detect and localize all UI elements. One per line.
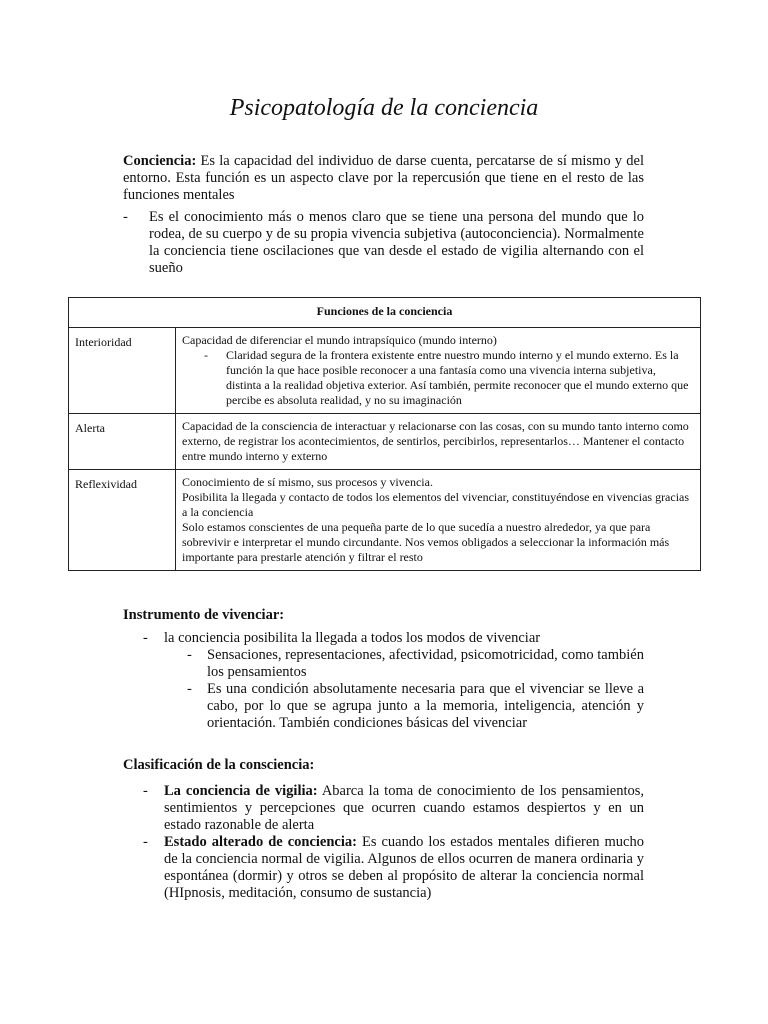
table-header: Funciones de la conciencia xyxy=(69,298,701,328)
dash-marker: - xyxy=(123,209,128,225)
clasificacion-item-text: Es cuando los estados mentales difieren mucho de la conciencia normal de vigilia. Algunos de ellos ocurren de manera ordinaria y espontánea (dormir) y otros se deben al propósito de alterar la conciencia normal (HIpnosis, meditación, consumo de sustancia) xyxy=(164,834,644,901)
row-text: Conocimiento de sí mismo, sus procesos y vivencia. xyxy=(182,475,433,489)
instrumento-heading: Instrumento de vivenciar: xyxy=(123,607,285,623)
clasificacion-item-text: Abarca la toma de conocimiento de los pensamientos, sentimientos y percepciones que ocurren cuando estamos despiertos y en un estado razonable de alerta xyxy=(164,783,644,833)
definition-term: Conciencia: xyxy=(123,153,197,169)
clasificacion-heading: Clasificación de la consciencia: xyxy=(123,757,315,773)
page-title: Psicopatología de la conciencia xyxy=(229,95,539,121)
intro-bullet-text: Es el conocimiento más o menos claro que se tiene una persona del mundo que lo rodea, de su cuerpo y de su propia vivencia subjetiva (autoconciencia). Normalmente la conciencia tiene oscilaciones que van desde el estado de vigilia alternando con el sueño xyxy=(149,209,644,276)
row-label-interioridad: Interioridad xyxy=(69,328,176,414)
instrumento-sub-text: Sensaciones, representaciones, afectividad, psicomotricidad, como también los pensamientos xyxy=(207,647,644,680)
instrumento-section xyxy=(123,607,644,732)
table-header-row xyxy=(69,298,701,328)
instrumento-item xyxy=(123,630,644,647)
row-label-reflexividad: Reflexividad xyxy=(69,470,176,571)
instrumento-sub-text: Es una condición absolutamente necesaria para que el vivenciar se lleve a cabo, por lo que se agrupa junto a la memoria, inteligencia, atención y orientación. También condiciones básicas del vivenciar xyxy=(207,681,644,731)
instrumento-sub-item xyxy=(123,647,644,681)
dash-marker: - xyxy=(143,630,148,646)
dash-marker: - xyxy=(143,834,148,850)
dash-marker: - xyxy=(204,348,208,362)
dash-marker: - xyxy=(187,681,192,697)
clasificacion-item-term: Estado alterado de conciencia: xyxy=(164,834,357,850)
intro-bullet-list xyxy=(123,209,644,277)
table-row xyxy=(69,470,701,571)
functions-table xyxy=(68,297,701,571)
row-content-interioridad xyxy=(176,328,701,414)
row-sub-bullet xyxy=(182,348,694,408)
table-row xyxy=(69,414,701,470)
definition-text: Es la capacidad del individuo de darse cuenta, percatarse de sí mismo y del entorno. Esta función es un aspecto clave por la repercusión que tiene en el resto de las funciones mentales xyxy=(123,153,644,203)
clasificacion-item xyxy=(123,783,644,834)
row-text: Capacidad de la consciencia de interactuar y relacionarse con las cosas, con su mundo tanto interno como externo, de registrar los acontecimientos, de sentirlos, percibirlos, representarlos… Mantener el contacto entre mundo interno y externo xyxy=(182,419,689,463)
row-text: Posibilita la llegada y contacto de todos los elementos del vivenciar, constituyéndose en vivencias gracias a la conciencia xyxy=(182,490,690,519)
definition-paragraph xyxy=(123,153,644,204)
intro-bullet xyxy=(123,209,644,277)
row-text: Capacidad de diferenciar el mundo intrapsíquico (mundo interno) xyxy=(182,333,497,347)
clasificacion-item-term: La conciencia de vigilia: xyxy=(164,783,318,799)
row-sub-text: Claridad segura de la frontera existente entre nuestro mundo interno y el mundo externo. Es la función la que hace posible reconocer a una fantasía como una vivencia interna subjetiva, distinta a la realidad objetiva exterior. Así también, permite reconocer que el mundo externo que percibe es absoluta realidad, y no su imaginación xyxy=(226,348,689,407)
clasificacion-section xyxy=(123,757,644,902)
intro-section xyxy=(123,153,644,277)
instrumento-sub-item xyxy=(123,681,644,732)
table-row xyxy=(69,328,701,414)
clasificacion-item xyxy=(123,834,644,902)
row-content-reflexividad xyxy=(176,470,701,571)
instrumento-item-text: la conciencia posibilita la llegada a todos los modos de vivenciar xyxy=(164,630,541,646)
row-label-alerta: Alerta xyxy=(69,414,176,470)
row-content-alerta xyxy=(176,414,701,470)
dash-marker: - xyxy=(143,783,148,799)
row-text: Solo estamos conscientes de una pequeña parte de lo que sucedía a nuestro alrededor, ya que para sobrevivir e interpretar el mundo circundante. Nos vemos obligados a seleccionar la información más importante para prestarle atención y filtrar el resto xyxy=(182,520,670,564)
dash-marker: - xyxy=(187,647,192,663)
